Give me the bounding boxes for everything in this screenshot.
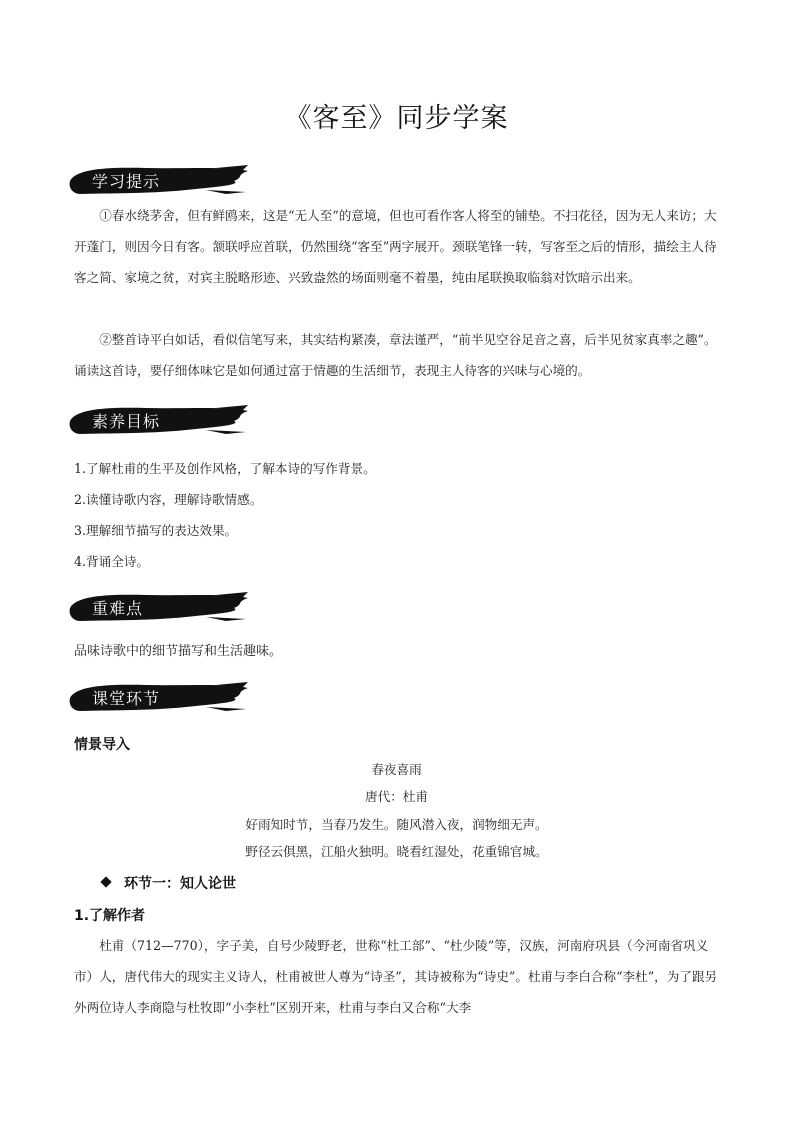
section-heading-goals: 素养目标 — [92, 412, 161, 431]
goal-item: 3.理解细节描写的表达效果。 — [74, 523, 238, 538]
author-paragraph: 杜甫（712—770），字子美，自号少陵野老，世称“杜工部”、“杜少陵”等，汉族，河南府巩县（今河南省巩义市）人，唐代伟大的现实主义诗人，杜甫被世人尊为“诗圣”，其诗被称为“诗史”。杜甫与李白合称“李杜”，为了跟另外两位诗人李商隐与杜牧即“小李杜”区别开来，杜甫与李白又合称“大李 — [74, 938, 718, 1015]
section-heading-tips: 学习提示 — [92, 172, 161, 191]
intro-heading: 情景导入 — [74, 737, 130, 753]
diamond-bullet-icon — [100, 876, 111, 887]
tips-paragraph-2: ②整首诗平白如话，看似信笔写来，其实结构紧凑，章法谨严，“前半见空谷足音之喜，后半见贫家真率之趣”。诵读这首诗，要仔细体味它是如何通过富于情趣的生活细节，表现主人待客的兴味与心境的。 — [74, 332, 717, 378]
section-banner-key — [66, 590, 250, 624]
section-banner-tips — [66, 163, 250, 197]
section-banner-goals — [66, 403, 250, 437]
section-heading-key: 重难点 — [92, 599, 144, 618]
link-one-heading — [102, 873, 236, 893]
link-one-label: 环节一：知人论世 — [124, 876, 236, 892]
sub-heading-author: 1.了解作者 — [74, 908, 146, 924]
poem-author: 唐代：杜甫 — [365, 789, 428, 804]
goal-item: 4.背诵全诗。 — [74, 554, 149, 569]
goal-item: 1.了解杜甫的生平及创作风格，了解本诗的写作背景。 — [74, 461, 376, 476]
key-points-text: 品味诗歌中的细节描写和生活趣味。 — [74, 644, 283, 659]
section-heading-class: 课堂环节 — [92, 689, 161, 708]
poem-line: 野径云俱黑，江船火独明。晓看红湿处，花重锦官城。 — [245, 844, 548, 859]
goal-item: 2.读懂诗歌内容，理解诗歌情感。 — [74, 492, 263, 507]
poem-title: 春夜喜雨 — [371, 762, 422, 777]
tips-paragraph-1: ①春水绕茅舍，但有鲜鸥来，这是“无人至”的意境，但也可看作客人将至的铺垫。不扫花径，因为无人来访；大开蓬门，则因今日有客。颔联呼应首联，仍然围绕“客至”两字展开。颈联笔锋一转，写客至之后的情形，描绘主人待客之简、家境之贫，对宾主脱略形迹、兴致盎然的场面则毫不着墨，纯由尾联换取临翁对饮暗示出来。 — [74, 208, 717, 285]
poem-line: 好雨知时节，当春乃发生。随风潜入夜，润物细无声。 — [245, 817, 548, 832]
document-title: 《客至》同步学案 — [284, 103, 509, 134]
section-banner-class — [66, 680, 250, 714]
